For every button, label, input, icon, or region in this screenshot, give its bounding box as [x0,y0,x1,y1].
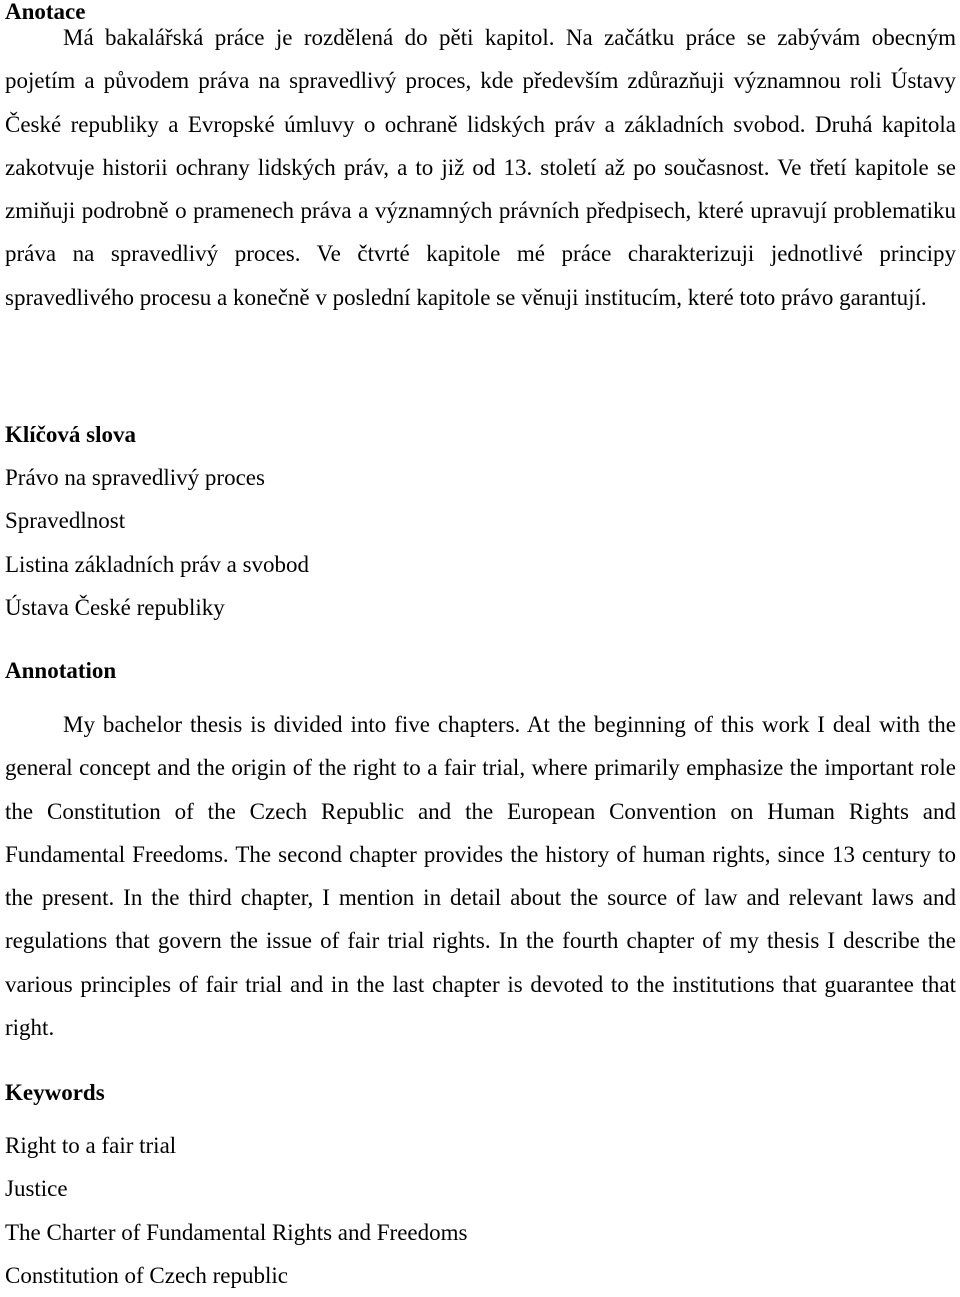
keywords-item: Constitution of Czech republic [5,1262,288,1288]
keywords-item: Right to a fair trial [5,1133,177,1158]
klicova-slova-item: Spravedlnost [5,508,126,534]
klicova-slova-item: Listina základních práv a svobod [5,551,310,577]
keywords-item: The Charter of Fundamental Rights and Freedoms [5,1219,468,1245]
anotace-text: Má bakalářská práce je rozdělená do pěti kapitol. Na začátku práce se zabývám obecným pojetím a původem práva na spravedlivý proces, kde především zdůrazňuji významnou roli Ústavy České republiky a Evropské úmluvy o ochraně lidských práv a základních svobod. Druhá kapitola zakotvuje historii ochrany lidských práv, a to již od 13. století až po současnost. Ve třetí kapitole se zmiňuji podrobně o pramenech práva a významných právních předpisech, které upravují problematiku práva na spravedlivý proces. Ve čtvrté kapitole mé práce charakterizuji jednotlivé principy spravedlivého procesu a konečně v poslední kapitole se věnuji institucím, které toto právo garantují. [5,25,956,310]
klicova-slova-heading: Klíčová slova [5,422,136,447]
keywords-heading: Keywords [5,1080,105,1105]
annotation-text: My bachelor thesis is divided into five chapters. At the beginning of this work I deal with the general concept and the origin of the right to a fair trial, where primarily emphasize the important role the Constitution of the Czech Republic and the European Convention on Human Rights and Fundamental Freedoms. The second chapter provides the history of human rights, since 13 century to the present. In the third chapter, I mention in detail about the source of law and relevant laws and regulations that govern the issue of fair trial rights. In the fourth chapter of my thesis I describe the various principles of fair trial and in the last chapter is devoted to the institutions that guarantee that right. [5,712,956,1041]
annotation-heading: Annotation [5,658,117,683]
keywords-list [5,1124,467,1297]
klicova-slova-item: Právo na spravedlivý proces [5,465,265,490]
klicova-slova-list [5,456,309,629]
klicova-slova-item: Ústava České republiky [5,594,225,620]
keywords-item: Justice [5,1176,68,1202]
anotace-heading: Anotace [5,0,86,24]
